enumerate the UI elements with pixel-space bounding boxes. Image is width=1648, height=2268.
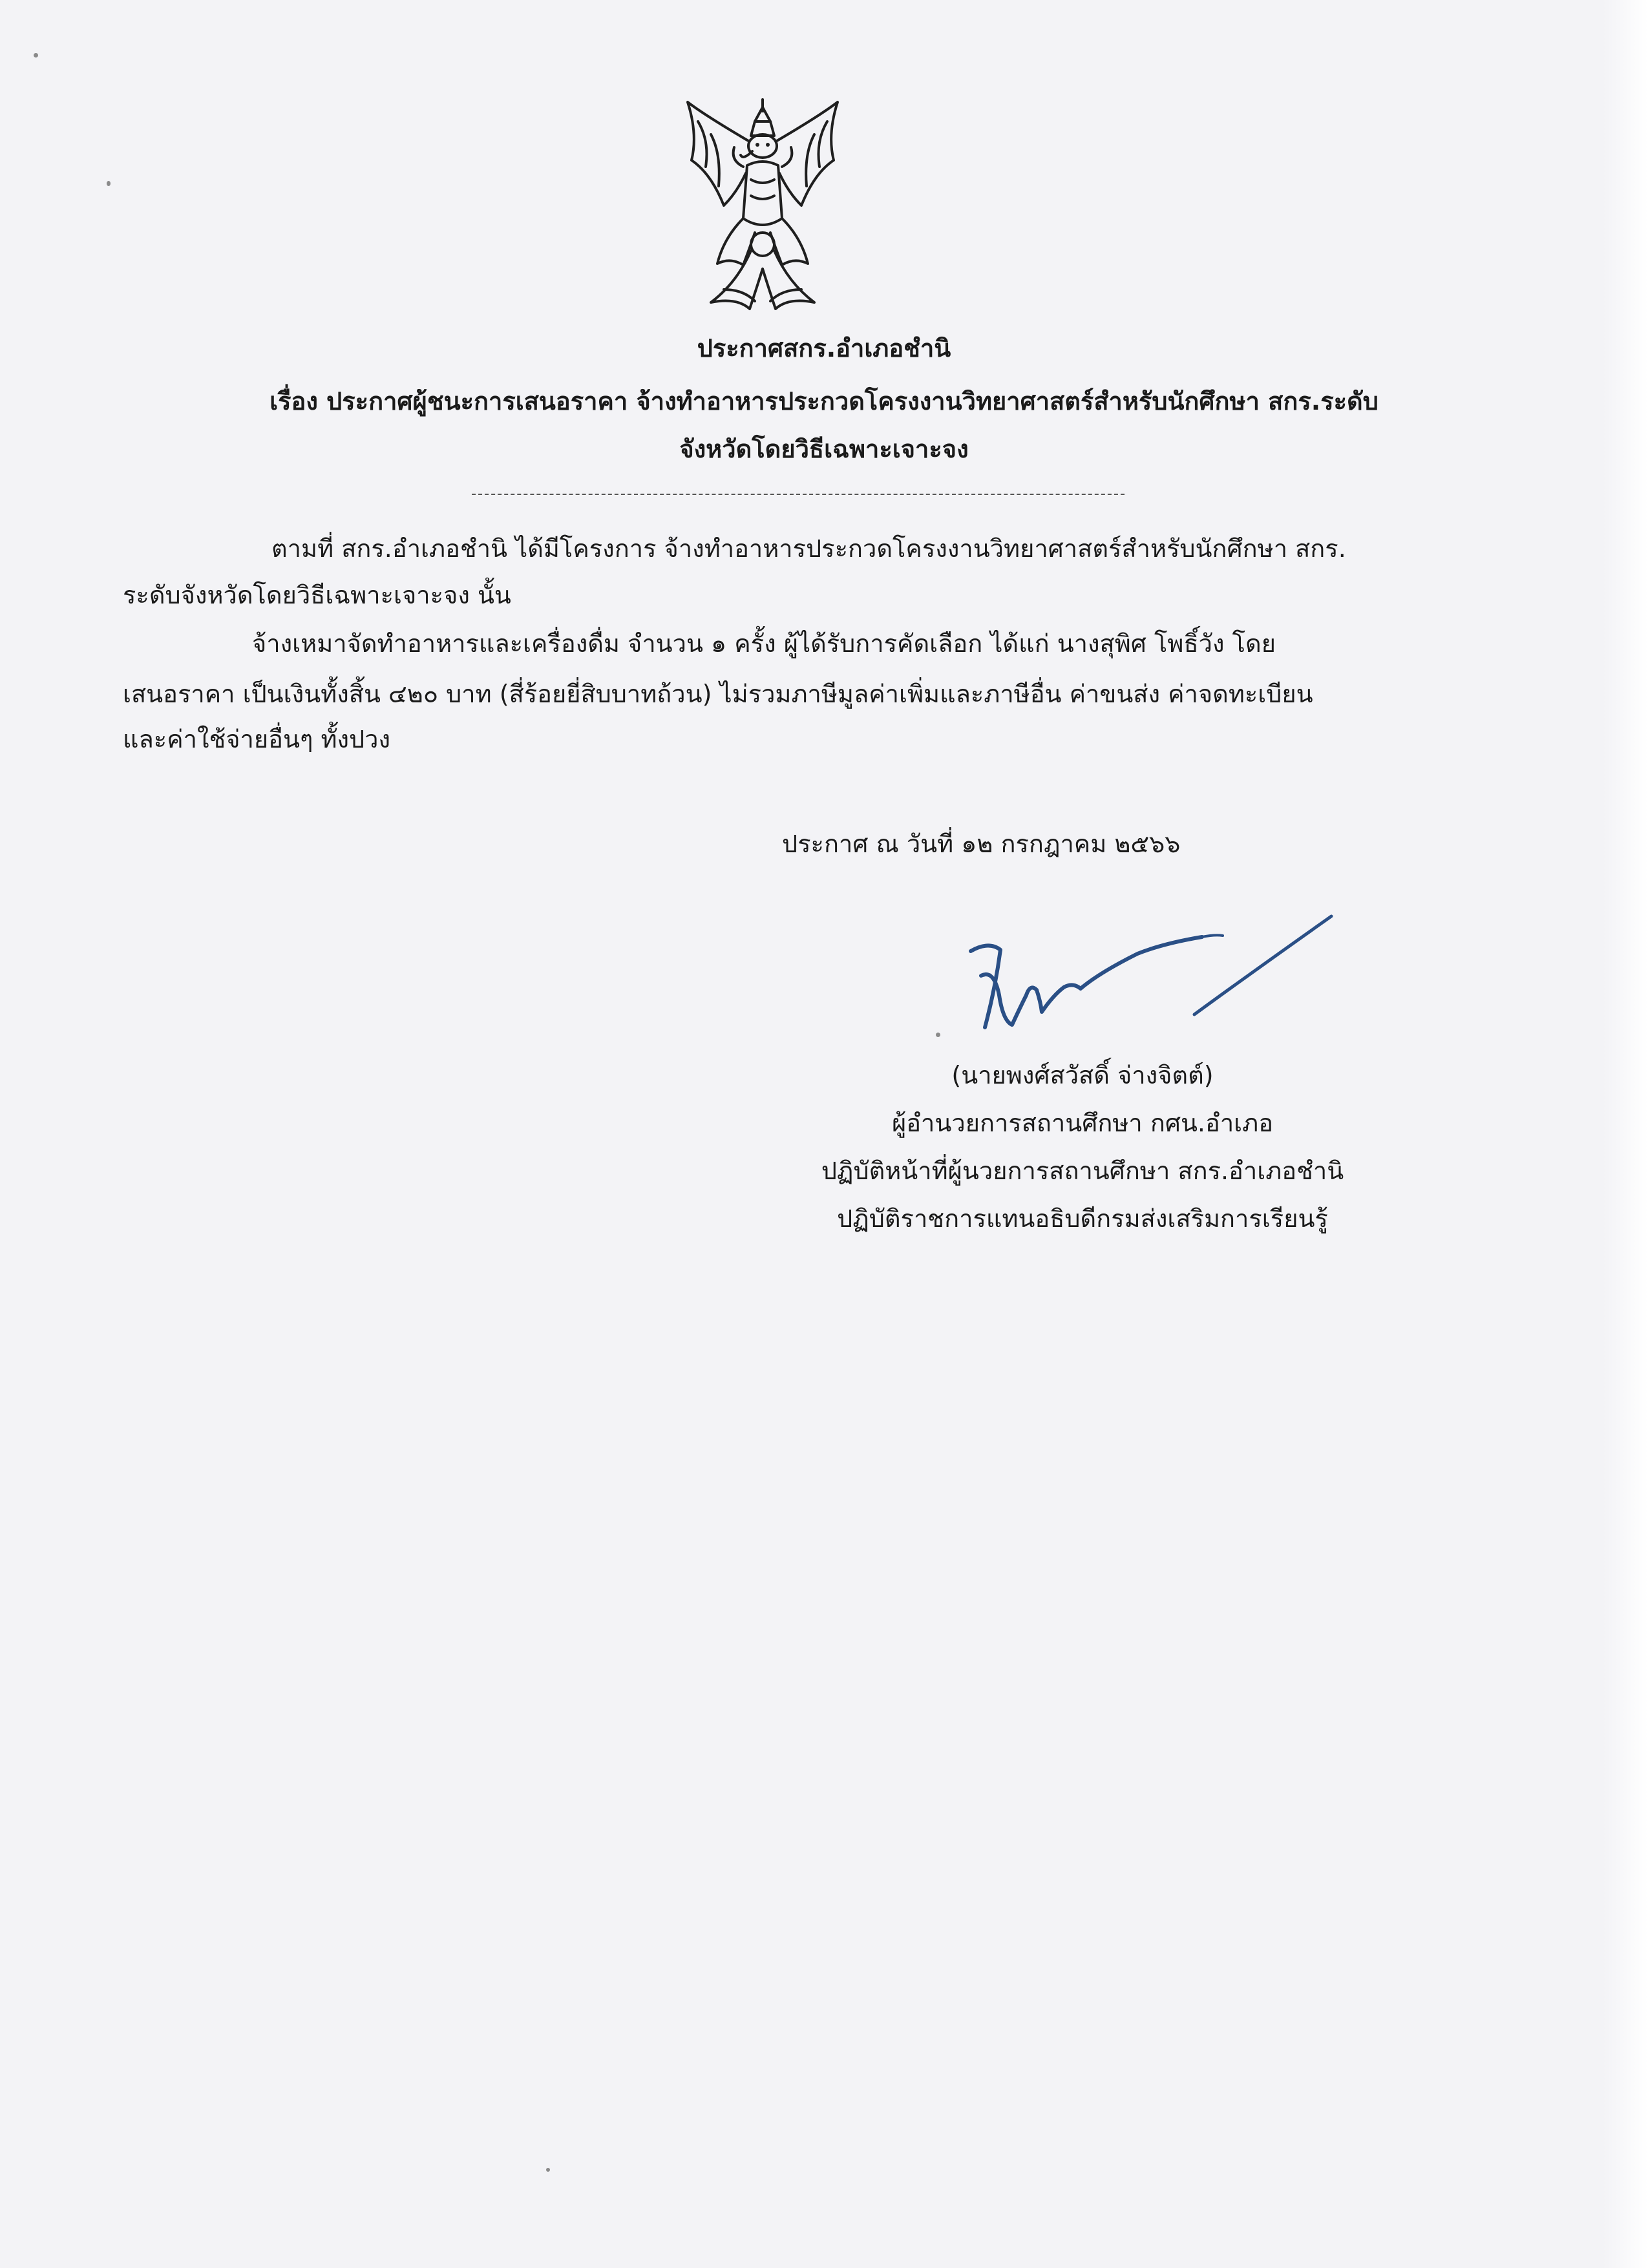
body-text-line: จ้างเหมาจัดทำอาหารและเครื่องดื่ม จำนวน ๑ ครั้ง ผู้ได้รับการคัดเลือก ได้แก่ นางสุพิศ โพธิ์วัง โดย <box>252 629 1276 658</box>
signatory-position: ปฏิบัติราชการแทนอธิบดีกรมส่งเสริมการเรียนรู้ <box>837 1204 1328 1233</box>
handwritten-signature <box>944 898 1344 1053</box>
document-title: ประกาศสกร.อำเภอชำนิ <box>697 334 951 362</box>
signatory-position: ผู้อำนวยการสถานศึกษา กศน.อำเภอ <box>891 1109 1274 1137</box>
garuda-emblem <box>679 96 847 322</box>
document-subject-line: เรื่อง ประกาศผู้ชนะการเสนอราคา จ้างทำอาหารประกวดโครงงานวิทยาศาสตร์สำหรับนักศึกษา สกร.ระดับ <box>269 387 1379 415</box>
scan-speck <box>107 181 111 186</box>
signatory-position: ปฏิบัติหน้าที่ผู้นวยการสถานศึกษา สกร.อำเภอชำนิ <box>821 1157 1344 1185</box>
scan-speck <box>34 53 38 58</box>
divider <box>472 494 1125 495</box>
body-text-line: และค่าใช้จ่ายอื่นๆ ทั้งปวง <box>123 725 391 753</box>
announcement-date: ประกาศ ณ วันที่ ๑๒ กรกฎาคม ๒๕๖๖ <box>782 830 1181 858</box>
body-text-line: เสนอราคา เป็นเงินทั้งสิ้น ๔๒๐ บาท (สี่ร้อยยี่สิบบาทถ้วน) ไม่รวมภาษีมูลค่าเพิ่มและภาษีอื่น ค่าขนส่ง ค่าจดทะเบียน <box>123 680 1313 708</box>
signatory-name: (นายพงศ์สวัสดิ์ จ่างจิตต์) <box>951 1061 1214 1089</box>
body-text-line: ตามที่ สกร.อำเภอชำนิ ได้มีโครงการ จ้างทำอาหารประกวดโครงงานวิทยาศาสตร์สำหรับนักศึกษา สกร. <box>271 534 1346 563</box>
body-text-line: ระดับจังหวัดโดยวิธีเฉพาะเจาะจง นั้น <box>123 581 511 609</box>
document-subject-line: จังหวัดโดยวิธีเฉพาะเจาะจง <box>679 435 969 463</box>
scan-speck <box>936 1033 940 1037</box>
scan-speck <box>546 2168 550 2172</box>
